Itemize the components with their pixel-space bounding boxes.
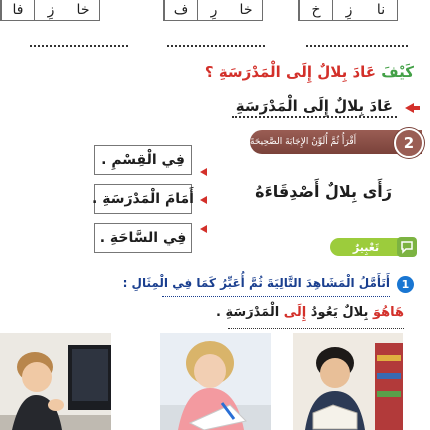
answer-row [232,97,414,118]
example-highlight: إِلَى [283,305,307,320]
letter-box: فا [1,0,34,20]
example-sentence [216,305,404,320]
choice-label: أَمَامَ الْمَدْرَسَةِ . [92,191,194,207]
photo-girl-drawing [160,333,271,430]
choice-option[interactable] [94,223,192,253]
question-1-number: 1 [397,276,414,293]
example-underline [228,328,404,329]
sentence-text: رَأَى بِلالٌ أَصْدِقَاءَهُ [255,182,392,201]
speech-bubble-icon [397,237,417,257]
letter-box: نا [376,2,386,18]
section-2-number: 2 [394,128,424,158]
writing-line[interactable] [167,45,265,47]
choice-option[interactable] [94,145,192,175]
photo-boy-reading [293,333,403,430]
letter-box: خا [239,2,253,18]
question-text: عَادَ بِلالٌ إِلَى الْمَدْرَسَةِ ؟ [204,63,377,81]
letter-box: خ [299,0,332,20]
question-1-underline [162,296,390,297]
triangle-left-icon [200,225,207,233]
choice-option[interactable] [94,184,192,214]
letter-box-group-middle [163,0,263,21]
answer-text: عَادَ بِلالٌ إِلَى الْمَدْرَسَةِ [232,97,397,118]
letter-box: ف [164,0,197,20]
choice-label: فِي الْقِسْمِ . [101,152,185,168]
tabir-label: تَعْبِيرٌ [352,240,380,254]
choice-label: فِي السَّاحَةِ . [99,230,187,246]
letter-box: خا [76,2,90,18]
question-prefix: كَيْفَ [381,63,414,81]
arrow-left-icon [405,103,414,113]
writing-line[interactable] [306,45,408,47]
letter-box-group-right [298,0,398,21]
letter-box: زِ [332,0,365,20]
writing-line[interactable] [30,45,128,47]
letter-box: زِ [34,0,67,20]
example-end: الْمَدْرَسَةِ . [216,305,280,320]
example-middle: بِلالٌ يَعُودُ [310,305,369,320]
question-1-text: أَتَأَمَّلُ الْمَشَاهِدَ التَّالِيَةَ ثُمَّ أُعَبِّرُ كَمَا فِي الْمِثَالِ : [122,276,390,290]
instruction-text: أَقْرَأُ ثُمَّ أُلَوِّنُ الإِجَابَةَ الصَّحِيحَةَ [250,137,357,147]
photo-boy-computer [0,333,111,430]
question-line [205,63,414,81]
triangle-left-icon [200,168,207,176]
letter-box: رِ [197,0,230,20]
example-start: هَاهُوَ [372,305,404,320]
triangle-left-icon [200,196,207,204]
letter-box-group-left [0,0,100,21]
